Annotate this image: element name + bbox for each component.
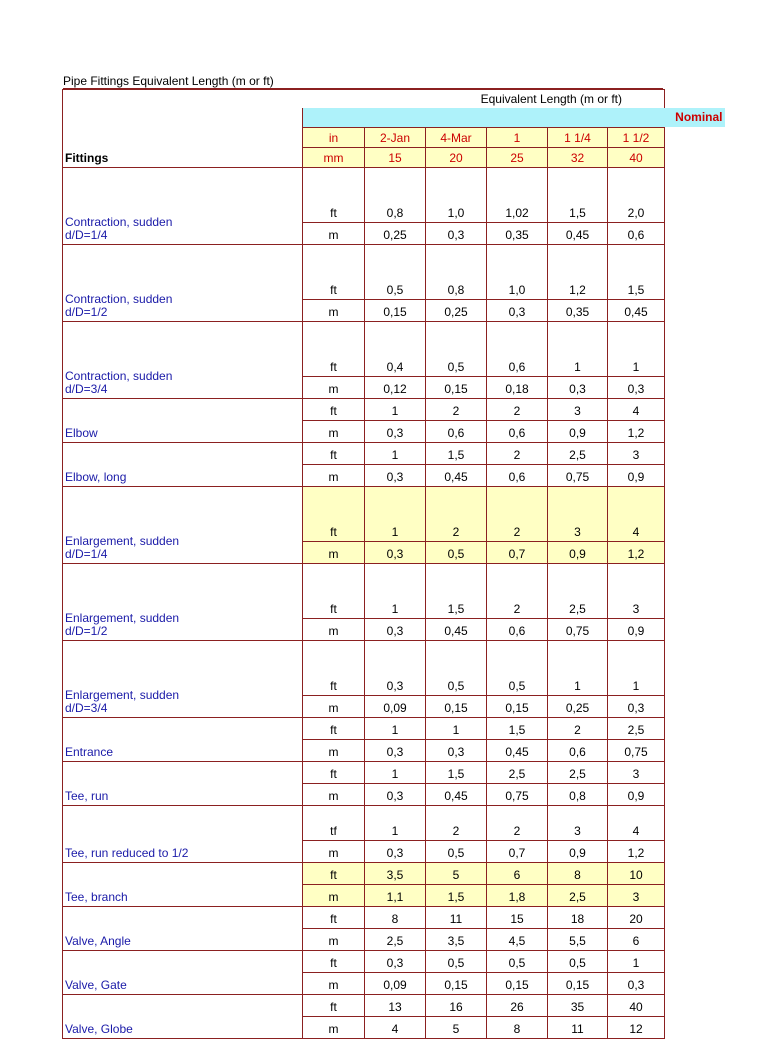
table-row [63, 564, 725, 619]
fitting-name-cell [63, 863, 303, 907]
value-cell: 0,3 [365, 951, 426, 973]
fitting-name-cell [63, 487, 303, 564]
value-cell: 1 [426, 718, 487, 740]
table-row [63, 863, 725, 885]
table-row [63, 641, 725, 696]
value-cell: 2 [426, 806, 487, 841]
value-cell: 0,15 [548, 973, 608, 995]
value-cell: 0,6 [426, 421, 487, 443]
fitting-name-cell [63, 399, 303, 443]
value-cell: 0,35 [487, 223, 548, 245]
fitting-name-cell [63, 718, 303, 762]
value-cell: 0,75 [608, 740, 665, 762]
nominal-header: Nominal [303, 108, 725, 128]
value-cell: 0,15 [487, 973, 548, 995]
header-blank-cell [63, 90, 303, 109]
value-cell: 2 [487, 806, 548, 841]
value-cell: 8 [365, 907, 426, 929]
value-cell: 0,3 [487, 300, 548, 322]
table-row [63, 762, 725, 784]
value-cell: 0,6 [548, 740, 608, 762]
value-cell: 1 [365, 487, 426, 542]
value-cell: 1 [365, 443, 426, 465]
value-cell: 1 [365, 718, 426, 740]
value-cell: 0,35 [548, 300, 608, 322]
value-cell: 0,12 [365, 377, 426, 399]
fitting-name-line: Valve, Angle [65, 934, 131, 948]
value-cell: 1 [365, 806, 426, 841]
value-cell: 0,9 [548, 542, 608, 564]
fittings-table-wrapper [62, 89, 725, 1039]
unit-cell: m [303, 929, 365, 951]
value-cell: 0,3 [365, 641, 426, 696]
value-cell: 2,5 [487, 762, 548, 784]
value-cell: 20 [608, 907, 665, 929]
table-row [63, 487, 725, 542]
value-cell: 0,45 [426, 465, 487, 487]
unit-cell: m [303, 542, 365, 564]
value-cell: 0,45 [608, 300, 665, 322]
table-row [63, 995, 725, 1017]
value-cell: 2 [426, 399, 487, 421]
unit-cell: ft [303, 951, 365, 973]
value-cell: 1,1 [365, 885, 426, 907]
value-cell: 2 [487, 399, 548, 421]
table-row [63, 951, 725, 973]
table-row [63, 443, 725, 465]
equivalent-length-header: Equivalent Length (m or ft) [303, 90, 665, 109]
value-cell: 1,5 [426, 564, 487, 619]
unit-cell: m [303, 784, 365, 806]
fitting-name-line: d/D=1/2 [65, 624, 108, 638]
value-cell: 0,6 [487, 465, 548, 487]
value-cell: 2 [548, 718, 608, 740]
fitting-name-line: Contraction, sudden [65, 369, 173, 383]
value-cell: 0,5 [426, 841, 487, 863]
unit-cell: m [303, 619, 365, 641]
value-cell: 0,9 [608, 619, 665, 641]
value-cell: 2 [487, 487, 548, 542]
value-cell: 3 [608, 762, 665, 784]
unit-cell: ft [303, 762, 365, 784]
value-cell: 1,2 [608, 421, 665, 443]
fitting-name-cell [63, 564, 303, 641]
table-row [63, 168, 725, 223]
value-cell: 18 [548, 907, 608, 929]
value-cell: 2,5 [548, 443, 608, 465]
value-cell: 0,3 [365, 542, 426, 564]
table-row [63, 718, 725, 740]
unit-cell: ft [303, 245, 365, 300]
fitting-name-line: d/D=1/4 [65, 228, 108, 242]
value-cell: 0,9 [608, 784, 665, 806]
value-cell: 0,25 [426, 300, 487, 322]
value-cell: 0,25 [365, 223, 426, 245]
value-cell: 15 [487, 907, 548, 929]
value-cell: 3 [608, 885, 665, 907]
fitting-name-line: Entrance [65, 745, 114, 759]
value-cell: 0,3 [365, 841, 426, 863]
value-cell: 0,75 [487, 784, 548, 806]
value-cell: 4 [608, 399, 665, 421]
value-cell: 3 [608, 443, 665, 465]
size-mm-cell: 40 [608, 148, 665, 168]
value-cell: 0,75 [548, 619, 608, 641]
value-cell: 0,5 [548, 951, 608, 973]
value-cell: 1,8 [487, 885, 548, 907]
value-cell: 0,8 [426, 245, 487, 300]
size-mm-cell: 25 [487, 148, 548, 168]
unit-cell: ft [303, 487, 365, 542]
value-cell: 0,5 [487, 641, 548, 696]
table-row [63, 907, 725, 929]
fittings-table [62, 89, 725, 1039]
value-cell: 26 [487, 995, 548, 1017]
unit-cell: tf [303, 806, 365, 841]
unit-cell: ft [303, 168, 365, 223]
value-cell: 2,0 [608, 168, 665, 223]
value-cell: 4 [365, 1017, 426, 1039]
value-cell: 1 [365, 564, 426, 619]
value-cell: 8 [487, 1017, 548, 1039]
value-cell: 0,3 [608, 377, 665, 399]
fitting-name-line: d/D=1/2 [65, 305, 108, 319]
size-mm-cell: 32 [548, 148, 608, 168]
value-cell: 2,5 [548, 885, 608, 907]
value-cell: 0,25 [548, 696, 608, 718]
fitting-name-line: Enlargement, sudden [65, 688, 180, 702]
fitting-name-cell [63, 245, 303, 322]
value-cell: 0,7 [487, 841, 548, 863]
value-cell: 1,0 [426, 168, 487, 223]
unit-cell: m [303, 696, 365, 718]
value-cell: 1,2 [548, 245, 608, 300]
value-cell: 0,3 [548, 377, 608, 399]
fitting-name-line: Valve, Gate [65, 978, 127, 992]
fitting-name-line: Enlargement, sudden [65, 534, 180, 548]
value-cell: 2,5 [548, 762, 608, 784]
value-cell: 0,9 [608, 465, 665, 487]
value-cell: 0,8 [365, 168, 426, 223]
fitting-name-cell [63, 443, 303, 487]
value-cell: 2 [426, 487, 487, 542]
value-cell: 0,75 [548, 465, 608, 487]
value-cell: 6 [487, 863, 548, 885]
value-cell: 4 [608, 487, 665, 542]
fitting-name-line: Tee, branch [65, 890, 128, 904]
fitting-name-cell [63, 995, 303, 1039]
value-cell: 1,2 [608, 542, 665, 564]
fitting-name-line: Tee, run [65, 789, 109, 803]
value-cell: 0,3 [426, 223, 487, 245]
value-cell: 12 [608, 1017, 665, 1039]
value-cell: 0,45 [548, 223, 608, 245]
value-cell: 3 [608, 564, 665, 619]
fitting-name-line: d/D=3/4 [65, 701, 108, 715]
value-cell: 0,5 [426, 951, 487, 973]
table-row [63, 322, 725, 377]
value-cell: 0,7 [487, 542, 548, 564]
unit-cell: ft [303, 564, 365, 619]
value-cell: 5 [426, 1017, 487, 1039]
value-cell: 0,5 [426, 542, 487, 564]
unit-in-cell: in [303, 128, 365, 148]
value-cell: 2,5 [548, 564, 608, 619]
size-in-cell: 2-Jan [365, 128, 426, 148]
value-cell: 1,5 [426, 443, 487, 465]
unit-cell: m [303, 300, 365, 322]
value-cell: 2,5 [608, 718, 665, 740]
unit-cell: m [303, 1017, 365, 1039]
value-cell: 0,15 [487, 696, 548, 718]
value-cell: 6 [608, 929, 665, 951]
value-cell: 3 [548, 806, 608, 841]
value-cell: 0,15 [426, 973, 487, 995]
unit-cell: m [303, 841, 365, 863]
table-row [63, 806, 725, 841]
fittings-header: Fittings [63, 108, 303, 168]
value-cell: 5 [426, 863, 487, 885]
value-cell: 8 [548, 863, 608, 885]
unit-cell: m [303, 421, 365, 443]
unit-cell: m [303, 377, 365, 399]
fitting-name-cell [63, 168, 303, 245]
value-cell: 4,5 [487, 929, 548, 951]
value-cell: 0,6 [487, 322, 548, 377]
fitting-name-line: Elbow, long [65, 470, 127, 484]
unit-cell: m [303, 885, 365, 907]
value-cell: 1,5 [426, 885, 487, 907]
fitting-name-cell [63, 641, 303, 718]
value-cell: 1 [365, 762, 426, 784]
value-cell: 3 [548, 399, 608, 421]
value-cell: 0,4 [365, 322, 426, 377]
value-cell: 1,02 [487, 168, 548, 223]
size-in-cell: 1 [487, 128, 548, 148]
table-row [63, 245, 725, 300]
unit-cell: ft [303, 322, 365, 377]
value-cell: 0,15 [426, 377, 487, 399]
fitting-name-cell [63, 951, 303, 995]
value-cell: 0,15 [426, 696, 487, 718]
size-mm-cell: 20 [426, 148, 487, 168]
fitting-name-line: Contraction, sudden [65, 215, 173, 229]
value-cell: 0,5 [426, 322, 487, 377]
value-cell: 1 [608, 322, 665, 377]
value-cell: 1 [608, 641, 665, 696]
value-cell: 0,5 [487, 951, 548, 973]
value-cell: 16 [426, 995, 487, 1017]
unit-cell: ft [303, 718, 365, 740]
value-cell: 35 [548, 995, 608, 1017]
value-cell: 2,5 [365, 929, 426, 951]
value-cell: 0,3 [365, 421, 426, 443]
value-cell: 1,5 [487, 718, 548, 740]
unit-cell: ft [303, 995, 365, 1017]
unit-cell: m [303, 223, 365, 245]
value-cell: 0,9 [548, 421, 608, 443]
value-cell: 1 [365, 399, 426, 421]
value-cell: 0,09 [365, 696, 426, 718]
fitting-name-line: d/D=3/4 [65, 382, 108, 396]
fitting-name-line: Valve, Globe [65, 1022, 133, 1036]
value-cell: 1,5 [608, 245, 665, 300]
fitting-name-line: Elbow [65, 426, 98, 440]
unit-cell: m [303, 973, 365, 995]
value-cell: 1,5 [426, 762, 487, 784]
value-cell: 5,5 [548, 929, 608, 951]
value-cell: 1 [548, 322, 608, 377]
value-cell: 0,6 [487, 421, 548, 443]
value-cell: 0,3 [365, 619, 426, 641]
fitting-name-cell [63, 806, 303, 863]
value-cell: 2 [487, 443, 548, 465]
value-cell: 0,3 [365, 465, 426, 487]
fitting-name-line: Tee, run reduced to 1/2 [65, 846, 189, 860]
value-cell: 0,3 [365, 784, 426, 806]
value-cell: 2 [487, 564, 548, 619]
value-cell: 0,18 [487, 377, 548, 399]
unit-cell: ft [303, 443, 365, 465]
unit-mm-cell: mm [303, 148, 365, 168]
unit-cell: m [303, 465, 365, 487]
size-in-cell: 4-Mar [426, 128, 487, 148]
value-cell: 3 [548, 487, 608, 542]
fitting-name-line: d/D=1/4 [65, 547, 108, 561]
value-cell: 4 [608, 806, 665, 841]
value-cell: 0,09 [365, 973, 426, 995]
value-cell: 0,6 [487, 619, 548, 641]
value-cell: 0,45 [426, 784, 487, 806]
value-cell: 0,45 [487, 740, 548, 762]
size-in-cell: 1 1/4 [548, 128, 608, 148]
sheet-title: Pipe Fittings Equivalent Length (m or ft) [63, 74, 274, 88]
value-cell: 0,5 [365, 245, 426, 300]
unit-cell: m [303, 740, 365, 762]
fitting-name-cell [63, 907, 303, 951]
fitting-name-line: Enlargement, sudden [65, 611, 180, 625]
value-cell: 11 [426, 907, 487, 929]
value-cell: 0,6 [608, 223, 665, 245]
unit-cell: ft [303, 863, 365, 885]
unit-cell: ft [303, 907, 365, 929]
value-cell: 0,15 [365, 300, 426, 322]
fitting-name-cell [63, 322, 303, 399]
value-cell: 0,3 [608, 696, 665, 718]
header-row-equivalent-length [63, 90, 725, 109]
value-cell: 0,8 [548, 784, 608, 806]
value-cell: 0,9 [548, 841, 608, 863]
value-cell: 1,2 [608, 841, 665, 863]
value-cell: 0,3 [365, 740, 426, 762]
header-row-nominal [63, 108, 725, 128]
value-cell: 1,0 [487, 245, 548, 300]
value-cell: 3,5 [426, 929, 487, 951]
value-cell: 0,3 [426, 740, 487, 762]
unit-cell: ft [303, 641, 365, 696]
size-mm-cell: 15 [365, 148, 426, 168]
value-cell: 3,5 [365, 863, 426, 885]
value-cell: 0,5 [426, 641, 487, 696]
value-cell: 13 [365, 995, 426, 1017]
fitting-name-line: Contraction, sudden [65, 292, 173, 306]
value-cell: 40 [608, 995, 665, 1017]
size-in-cell: 1 1/2 [608, 128, 665, 148]
fitting-name-cell [63, 762, 303, 806]
value-cell: 0,45 [426, 619, 487, 641]
value-cell: 10 [608, 863, 665, 885]
value-cell: 1,5 [548, 168, 608, 223]
table-row [63, 399, 725, 421]
value-cell: 0,3 [608, 973, 665, 995]
value-cell: 1 [548, 641, 608, 696]
unit-cell: ft [303, 399, 365, 421]
value-cell: 11 [548, 1017, 608, 1039]
value-cell: 1 [608, 951, 665, 973]
